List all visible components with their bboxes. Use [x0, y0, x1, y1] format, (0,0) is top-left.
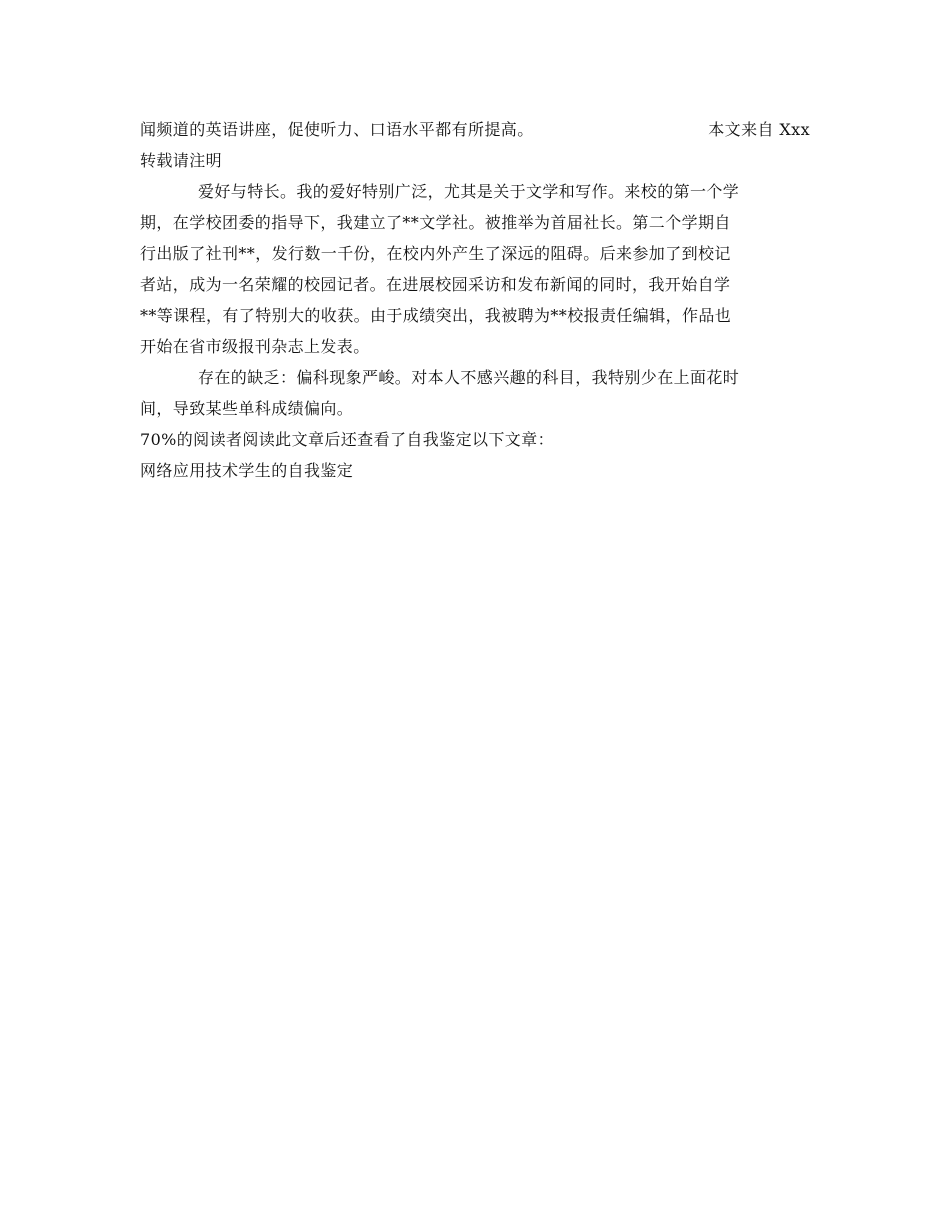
hobbies-paragraph [140, 176, 810, 362]
hobbies-line: 期，在学校团委的指导下，我建立了**文学社。被推举为首届社长。第二个学期自 [140, 213, 731, 232]
intro-text: 闻频道的英语讲座，促使听力、口语水平都有所提高。 [140, 120, 534, 139]
hobbies-line: **等课程，有了特别大的收获。由于成绩突出，我被聘为**校报责任编辑，作品也 [140, 306, 732, 325]
shortcomings-line: 间，导致某些单科成绩偏向。 [140, 399, 354, 418]
source-note: 本文来自 Xxx [708, 120, 810, 139]
hobbies-line: 开始在省市级报刊杂志上发表。 [140, 337, 370, 356]
hobbies-line: 者站，成为一名荣耀的校园记者。在进展校园采访和发布新闻的同时，我开始自学 [140, 275, 731, 294]
hobbies-line: 行出版了社刊**，发行数一千份，在校内外产生了深远的阻碍。后来参加了到校记 [140, 244, 731, 263]
document-body [140, 114, 810, 486]
reprint-note: 转载请注明 [140, 151, 223, 170]
hobbies-line: 爱好与特长。我的爱好特别广泛，尤其是关于文学和写作。来校的第一个学 [198, 182, 740, 201]
related-articles-heading: 70%的阅读者阅读此文章后还查看了自我鉴定以下文章： [140, 430, 554, 449]
shortcomings-paragraph [140, 362, 810, 424]
intro-line-1 [140, 114, 810, 145]
shortcomings-line: 存在的缺乏：偏科现象严峻。对本人不感兴趣的科目，我特别少在上面花时 [198, 368, 740, 387]
related-article-link[interactable]: 网络应用技术学生的自我鉴定 [140, 461, 354, 480]
